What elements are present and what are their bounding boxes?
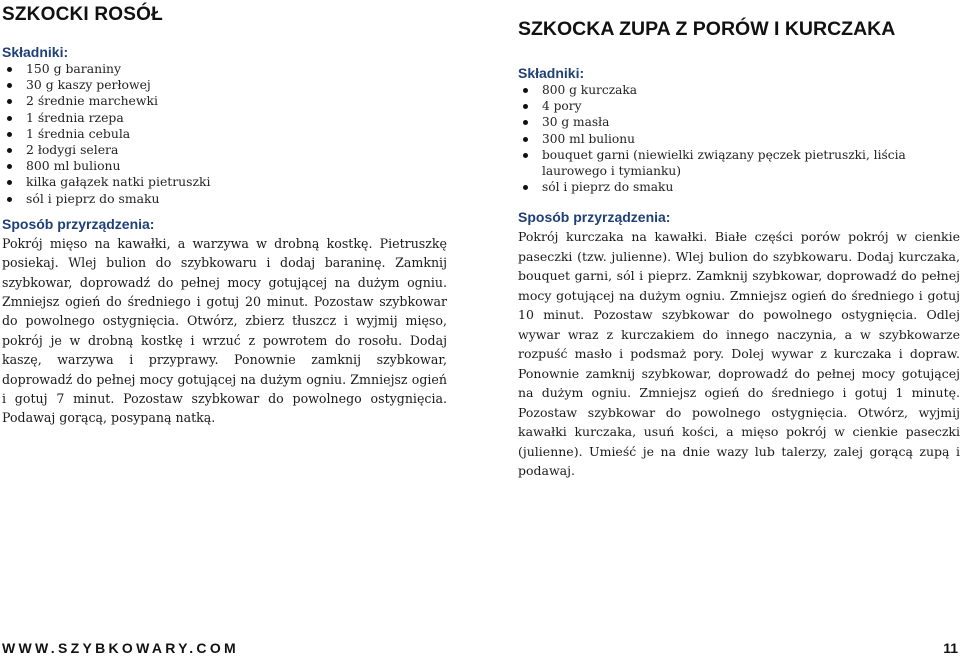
ingredient-item: 2 łodygi selera	[26, 142, 447, 158]
ingredient-item: 30 g kaszy perłowej	[26, 77, 447, 93]
footer-website: WWW.SZYBKOWARY.COM	[2, 640, 239, 656]
ingredient-item: 800 g kurczaka	[542, 82, 960, 98]
ingredients-heading: Składniki:	[518, 65, 585, 81]
ingredient-item: bouquet garni (niewielki związany pęczek pietruszki, liścia laurowego i tymianku)	[542, 147, 960, 179]
ingredient-item: sól i pieprz do smaku	[26, 191, 447, 207]
preparation-text: Pokrój mięso na kawałki, a warzywa w drobną kostkę. Pietruszkę posiekaj. Wlej bulion do szybkowaru i dodaj baraninę. Zamknij szybkowar, doprowadź do pełnej mocy gotującej na dużym ogniu. Zmniejsz ogień do średniego i gotuj 20 minut. Pozostaw szybkowar do powolnego ostygnięcia. Otwórz, zbierz tłuszcz i wyjmij mięso, pokrój je w drobną kostkę i wrzuć z powrotem do rosołu. Dodaj kaszę, warzywa i przyprawy. Ponownie zamknij szybkowar, doprowadź do pełnej mocy gotującej na dużym ogniu. Zmniejsz ogień i gotuj 7 minut. Pozostaw szybkowar do powolnego ostygnięcia. Podawaj gorącą, posypaną natką.	[2, 235, 447, 426]
recipe-leek-chicken-soup	[518, 0, 960, 481]
ingredient-item: 800 ml bulionu	[26, 158, 447, 174]
ingredients-heading: Składniki:	[2, 44, 69, 60]
ingredient-item: 1 średnia rzepa	[26, 110, 447, 126]
ingredients-list	[518, 82, 960, 195]
ingredient-item: kilka gałązek natki pietruszki	[26, 174, 447, 190]
recipe-title: SZKOCKI ROSÓŁ	[2, 4, 163, 25]
ingredient-item: 1 średnia cebula	[26, 126, 447, 142]
ingredient-item: 30 g masła	[542, 114, 960, 130]
ingredient-item: 300 ml bulionu	[542, 131, 960, 147]
preparation-heading: Sposób przyrządzenia:	[2, 215, 155, 232]
recipe-title: SZKOCKA ZUPA Z PORÓW I KURCZAKA	[518, 18, 896, 40]
ingredient-item: 150 g baraniny	[26, 61, 447, 77]
preparation-text: Pokrój kurczaka na kawałki. Białe części porów pokrój w cienkie paseczki (tzw. julienne). Wlej bulion do szybkowaru. Dodaj kurczaka, bouquet garni, sól i pieprz. Zamknij szybkowar, doprowadź do pełnej mocy gotującej na dużym ogniu. Zmniejsz ogień do średniego i gotuj 10 minut. Pozostaw szybkowar do powolnego ostygnięcia. Odlej wywar wraz z kurczakiem do innego naczynia, a w szybkowarze rozpuść masło i podsmaż pory. Dolej wywar z kurczaka i dopraw. Ponownie zamknij szybkowar, doprowadź do pełnej mocy gotującej na dużym ogniu. Zmniejsz ogień do średniego i gotuj 1 minutę. Pozostaw szybkowar do powolnego ostygnięcia. Otwórz, wyjmij kawałki kurczaka, usuń kości, a mięso pokrój w cienkie paseczki (julienne). Umieść je na dnie wazy lub talerzy, zalej gorącą zupą i podawaj.	[518, 229, 960, 479]
preparation-heading: Sposób przyrządzenia:	[518, 209, 671, 226]
ingredient-item: sól i pieprz do smaku	[542, 179, 960, 195]
ingredient-item: 2 średnie marchewki	[26, 93, 447, 109]
page-number: 11	[943, 640, 958, 656]
recipe-scottish-broth	[2, 0, 447, 428]
ingredient-item: 4 pory	[542, 98, 960, 114]
ingredients-list	[2, 61, 447, 207]
